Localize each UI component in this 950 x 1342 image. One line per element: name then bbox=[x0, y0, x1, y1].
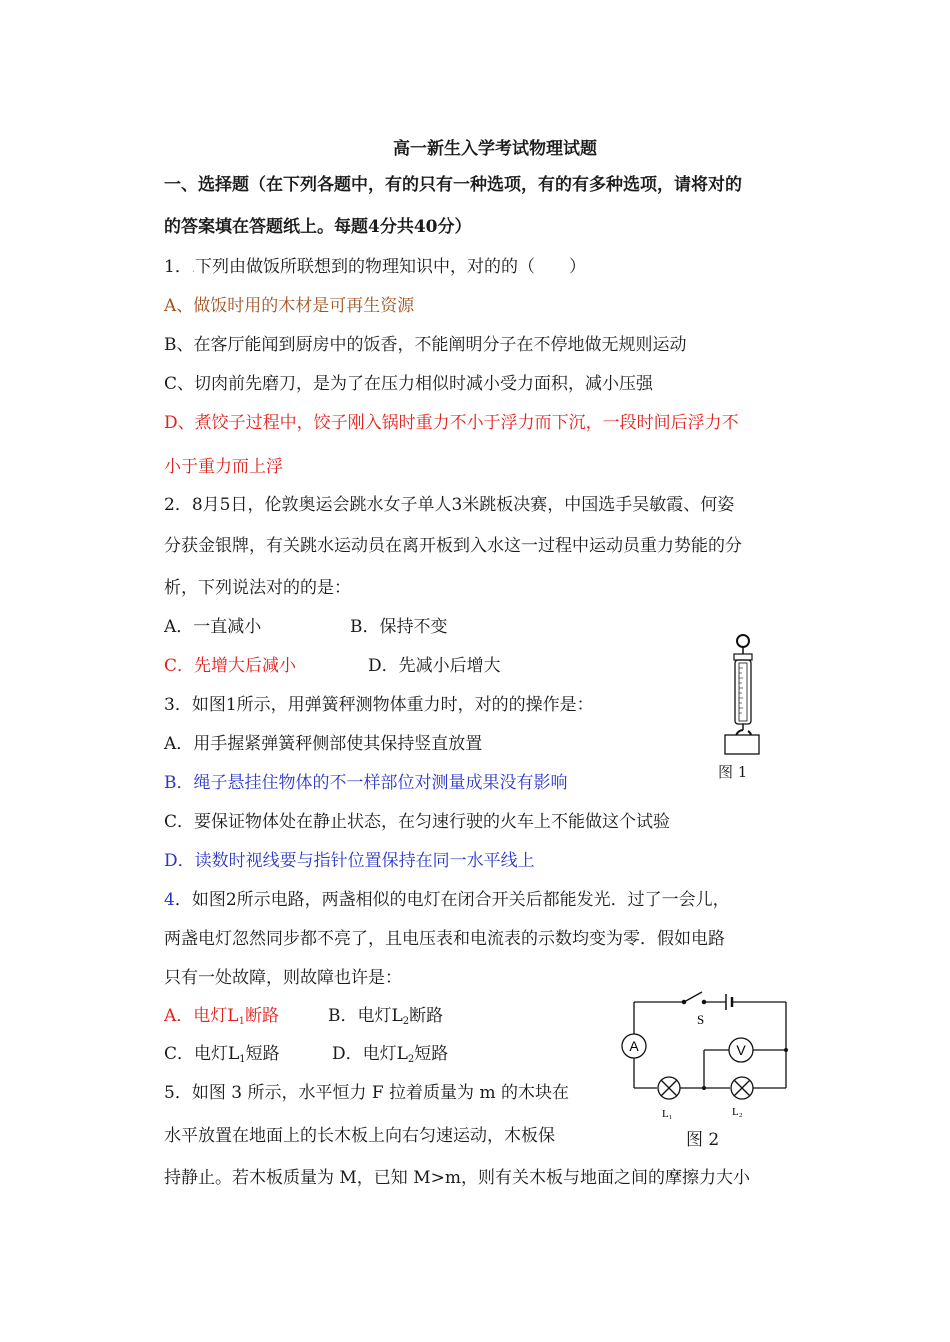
section-heading-line2: 的答案填在答题纸上。每题4分共40分） bbox=[164, 217, 472, 237]
q2-option-a: A．一直减小 bbox=[164, 617, 262, 637]
q1-option-d-line2: 小于重力而上浮 bbox=[164, 457, 283, 477]
q1-option-a: A、做饭时用的木材是可再生资源 bbox=[164, 296, 415, 316]
q4-option-b bbox=[328, 1004, 443, 1034]
q4-line2: 两盏电灯忽然同步都不亮了，且电压表和电流表的示数均变为零．假如电路 bbox=[164, 929, 725, 949]
q4-option-d-sub: 2 bbox=[407, 1054, 415, 1065]
lamp1-label: L₁ bbox=[662, 1108, 673, 1120]
q4-option-c-post: 短路 bbox=[245, 1044, 280, 1064]
q3-option-a: A．用手握紧弹簧秤侧部使其保持竖直放置 bbox=[164, 734, 483, 754]
q2-line2: 分获金银牌，有关跳水运动员在离开板到入水这一过程中运动员重力势能的分 bbox=[164, 536, 742, 556]
q5-line3: 持静止。若木板质量为 M，已知 M>m，则有关木板与地面之间的摩擦力大小 bbox=[164, 1168, 750, 1188]
q5-line2: 水平放置在地面上的长木板上向右匀速运动，木板保 bbox=[164, 1126, 555, 1146]
q2-line1: 2．8月5日，伦敦奥运会跳水女子单人3米跳板决赛，中国选手吴敏霞、何姿 bbox=[164, 495, 735, 515]
q4-line3: 只有一处故障，则故障也许是： bbox=[164, 968, 402, 988]
q4-option-a-post: 断路 bbox=[244, 1006, 279, 1026]
q3-option-b: B．绳子悬挂住物体的不一样部位对测量成果没有影响 bbox=[164, 773, 568, 793]
q1-option-c: C、切肉前先磨刀，是为了在压力相似时减小受力面积，减小压强 bbox=[164, 374, 654, 394]
q5-line1: 5．如图 3 所示，水平恒力 F 拉着质量为 m 的木块在 bbox=[164, 1083, 569, 1103]
q2-option-c: C．先增大后减小 bbox=[164, 656, 297, 676]
q4-option-c-text: C．电灯L bbox=[164, 1044, 240, 1064]
q2-line3: 析，下列说法对的的是： bbox=[164, 578, 351, 598]
q1-stem-text: 下列由做饭所联想到的物理知识中，对的的（ ） bbox=[195, 257, 587, 277]
q4-option-c-sub: 1 bbox=[239, 1054, 246, 1065]
q4-option-b-text: B．电灯L bbox=[328, 1006, 403, 1026]
figure-2-caption: 图 2 bbox=[686, 1130, 720, 1150]
ammeter-label: A bbox=[629, 1038, 639, 1054]
page-title: 高一新生入学考试物理试题 bbox=[393, 139, 597, 159]
q4-option-a-sub: 1 bbox=[238, 1016, 245, 1027]
q4-option-a bbox=[164, 1004, 279, 1034]
q1-stem: 1．.下列由做饭所联想到的物理知识中，对的的（ ） bbox=[164, 257, 587, 277]
q2-option-d: D．先减小后增大 bbox=[368, 656, 501, 676]
q3-stem: 3．如图1所示，用弹簧秤测物体重力时，对的的操作是： bbox=[164, 695, 594, 715]
q3-option-d: D．读数时视线要与指针位置保持在同一水平线上 bbox=[164, 851, 535, 871]
q4-line1-text: ．如图2所示电路，两盏相似的电灯在闭合开关后都能发光．过了一会儿， bbox=[174, 890, 730, 910]
q3-option-c: C．要保证物体处在静止状态，在匀速行驶的火车上不能做这个试验 bbox=[164, 812, 671, 832]
q1-option-d-line1: D、煮饺子过程中，饺子刚入锅时重力不小于浮力而下沉，一段时间后浮力不 bbox=[164, 413, 739, 433]
q1-option-b: B、在客厅能闻到厨房中的饭香，不能阐明分子在不停地做无规则运动 bbox=[164, 335, 687, 355]
switch-label: S bbox=[697, 1012, 705, 1027]
q4-line1 bbox=[164, 888, 730, 912]
q4-option-d-post: 短路 bbox=[414, 1044, 449, 1064]
spring-scale-figure bbox=[718, 632, 774, 758]
q2-option-b: B．保持不变 bbox=[350, 617, 448, 637]
q4-option-a-text: A．电灯L bbox=[164, 1006, 239, 1026]
q4-option-d-text: D．电灯L bbox=[332, 1044, 408, 1064]
q4-option-b-sub: 2 bbox=[402, 1016, 410, 1027]
lamp2-label: L₂ bbox=[732, 1106, 743, 1118]
q4-option-b-post: 断路 bbox=[409, 1006, 444, 1026]
circuit-figure bbox=[618, 988, 798, 1128]
voltmeter-label: V bbox=[736, 1042, 746, 1058]
q4-option-d bbox=[332, 1042, 448, 1072]
q4-number: 4 bbox=[164, 890, 175, 910]
section-heading-line1: 一、选择题（在下列各题中，有的只有一种选项，有的有多种选项，请将对的 bbox=[164, 175, 742, 195]
q4-option-c bbox=[164, 1042, 280, 1072]
marker-dot: . bbox=[191, 264, 196, 275]
figure-1-caption: 图 1 bbox=[718, 763, 748, 781]
